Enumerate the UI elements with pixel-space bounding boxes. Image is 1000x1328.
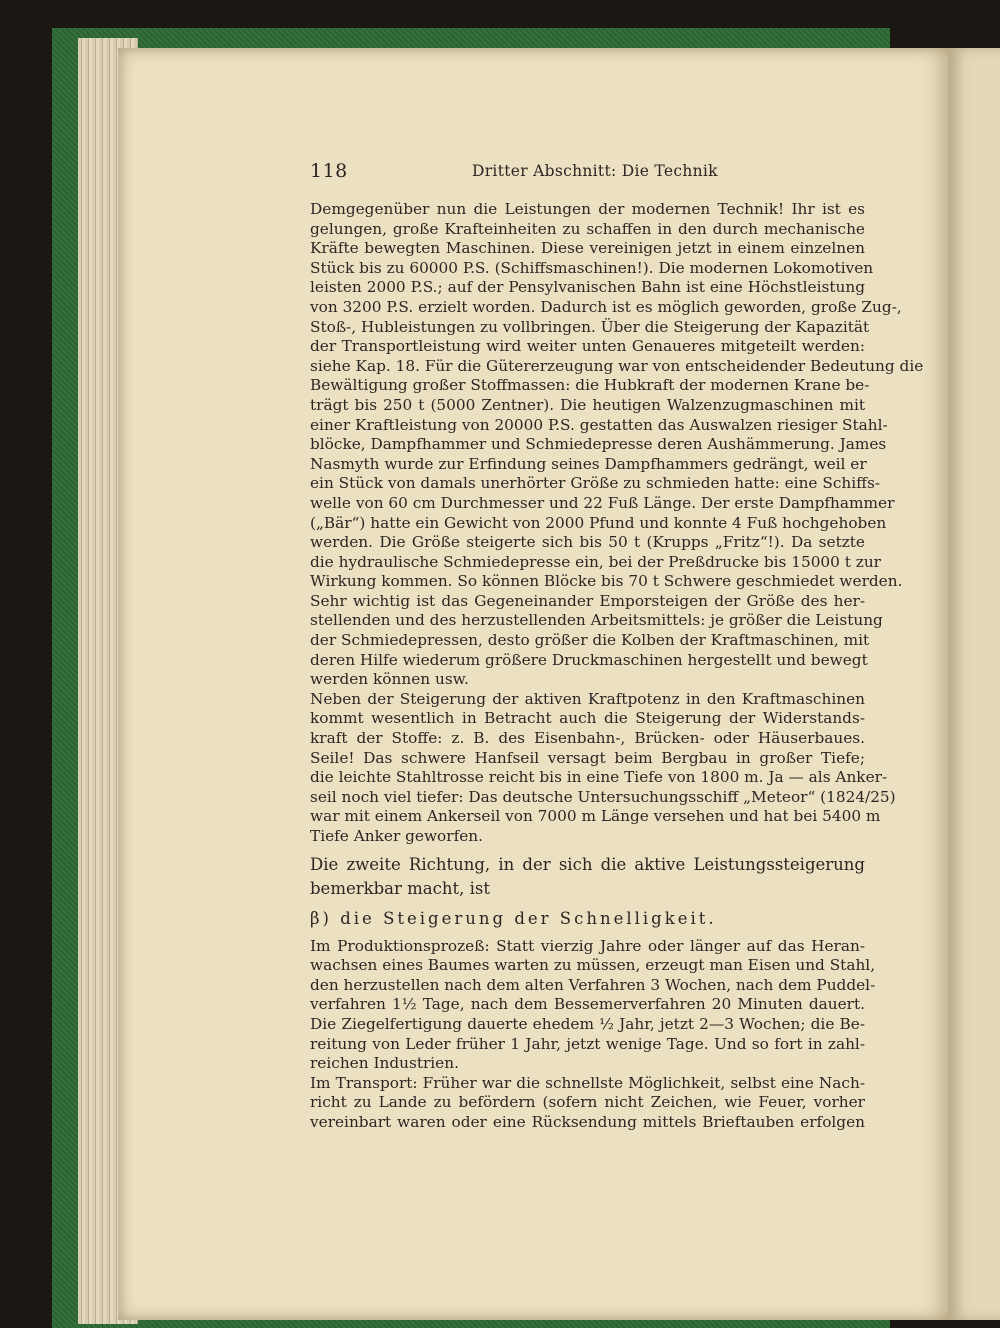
- text-line: der Transportleistung wird weiter unten Genaueres mitgeteilt werden:: [310, 337, 865, 356]
- text-line: Wirkung kommen. So können Blöcke bis 70 t Schwere geschmiedet werden.: [310, 572, 903, 591]
- text-line: werden können usw.: [310, 670, 469, 689]
- text-line: deren Hilfe wiederum größere Druckmaschinen hergestellt und bewegt: [310, 650, 868, 669]
- text-line: die hydraulische Schmiedepresse ein, bei der Preßdrucke bis 15000 t zur: [310, 552, 881, 571]
- text-line: Im Produktionsprozeß: Statt vierzig Jahre oder länger auf das Heran-: [310, 936, 865, 955]
- page-number: 118: [310, 160, 348, 182]
- text-line: den herzustellen nach dem alten Verfahren 3 Wochen, nach dem Puddel-: [310, 975, 876, 994]
- text-line: wachsen eines Baumes warten zu müssen, erzeugt man Eisen und Stahl,: [310, 956, 876, 975]
- text-line: von 3200 P.S. erzielt worden. Dadurch ist es möglich geworden, große Zug-,: [310, 297, 902, 316]
- section-heading: β) die Steigerung der Schnelligkeit.: [310, 908, 717, 928]
- text-line: einer Kraftleistung von 20000 P.S. gestatten das Auswalzen riesiger Stahl-: [310, 415, 888, 434]
- facing-page: [948, 48, 1000, 1320]
- text-line: welle von 60 cm Durchmesser und 22 Fuß Länge. Der erste Dampfhammer: [310, 493, 895, 512]
- text-line: verfahren 1½ Tage, nach dem Bessemerverfahren 20 Minuten dauert.: [310, 995, 865, 1014]
- section-intro-line: bemerkbar macht, ist: [310, 878, 491, 898]
- text-line: Kräfte bewegten Maschinen. Diese vereinigen jetzt in einem einzelnen: [310, 239, 865, 258]
- text-line: seil noch viel tiefer: Das deutsche Untersuchungsschiff „Meteor“ (1824/25): [310, 787, 896, 806]
- text-line: Tiefe Anker geworfen.: [310, 827, 484, 845]
- text-line: („Bär“) hatte ein Gewicht von 2000 Pfund und konnte 4 Fuß hochgehoben: [310, 513, 887, 532]
- text-line: gelungen, große Krafteinheiten zu schaffen in den durch mechanische: [310, 219, 865, 238]
- text-line: Bewältigung großer Stoffmassen: die Hubkraft der modernen Krane be-: [310, 376, 870, 395]
- text-line: Nasmyth wurde zur Erfindung seines Dampfhammers gedrängt, weil er: [310, 454, 867, 473]
- text-line: Neben der Steigerung der aktiven Kraftpotenz in den Kraftmaschinen: [310, 689, 865, 708]
- text-line: reitung von Leder früher 1 Jahr, jetzt wenige Tage. Und so fort in zahl-: [310, 1034, 865, 1053]
- text-line: Sehr wichtig ist das Gegeneinander Emporsteigen der Größe des her-: [310, 591, 865, 610]
- text-line: Demgegenüber nun die Leistungen der modernen Technik! Ihr ist es: [310, 200, 865, 218]
- text-line: Die Ziegelfertigung dauerte ehedem ½ Jahr, jetzt 2—3 Wochen; die Be-: [310, 1014, 865, 1033]
- text-line: Im Transport: Früher war die schnellste Möglichkeit, selbst eine Nach-: [310, 1073, 865, 1092]
- text-line: kommt wesentlich in Betracht auch die Steigerung der Widerstands-: [310, 709, 865, 728]
- text-line: Stück bis zu 60000 P.S. (Schiffsmaschinen!). Die modernen Lokomotiven: [310, 258, 874, 277]
- text-line: siehe Kap. 18. Für die Gütererzeugung war von entscheidender Bedeutung die: [310, 356, 924, 375]
- text-line: trägt bis 250 t (5000 Zentner). Die heutigen Walzenzugmaschinen mit: [310, 395, 865, 414]
- running-title: Dritter Abschnitt: Die Technik: [472, 162, 718, 180]
- text-line: richt zu Lande zu befördern (sofern nicht Zeichen, wie Feuer, vorher: [310, 1093, 865, 1112]
- text-line: reichen Industrien.: [310, 1054, 459, 1073]
- text-line: Seile! Das schwere Hanfseil versagt beim Bergbau in großer Tiefe;: [310, 748, 865, 767]
- text-line: kraft der Stoffe: z. B. des Eisenbahn-, Brücken- oder Häuserbaues.: [310, 729, 865, 748]
- page-header: [310, 160, 880, 184]
- text-line: die leichte Stahltrosse reicht bis in eine Tiefe von 1800 m. Ja — als Anker-: [310, 768, 888, 787]
- text-line: vereinbart waren oder eine Rücksendung mittels Brieftauben erfolgen: [310, 1112, 865, 1131]
- body-text: [310, 200, 924, 1133]
- text-line: leisten 2000 P.S.; auf der Pensylvanischen Bahn ist eine Höchstleistung: [310, 278, 865, 297]
- text-line: der Schmiedepressen, desto größer die Kolben der Kraftmaschinen, mit: [310, 631, 870, 650]
- section-intro-line: Die zweite Richtung, in der sich die aktive Leistungssteigerung: [310, 854, 865, 874]
- text-line: war mit einem Ankerseil von 7000 m Länge versehen und hat bei 5400 m: [310, 807, 881, 826]
- text-line: Stoß-, Hubleistungen zu vollbringen. Über die Steigerung der Kapazität: [310, 317, 870, 336]
- text-line: blöcke, Dampfhammer und Schmiedepresse deren Aushämmerung. James: [310, 435, 887, 454]
- text-line: stellenden und des herzustellenden Arbeitsmittels: je größer die Leistung: [310, 611, 883, 630]
- text-line: ein Stück von damals unerhörter Größe zu schmieden hatte: eine Schiffs-: [310, 474, 881, 493]
- text-line: werden. Die Größe steigerte sich bis 50 t (Krupps „Fritz“!). Da setzte: [310, 533, 865, 552]
